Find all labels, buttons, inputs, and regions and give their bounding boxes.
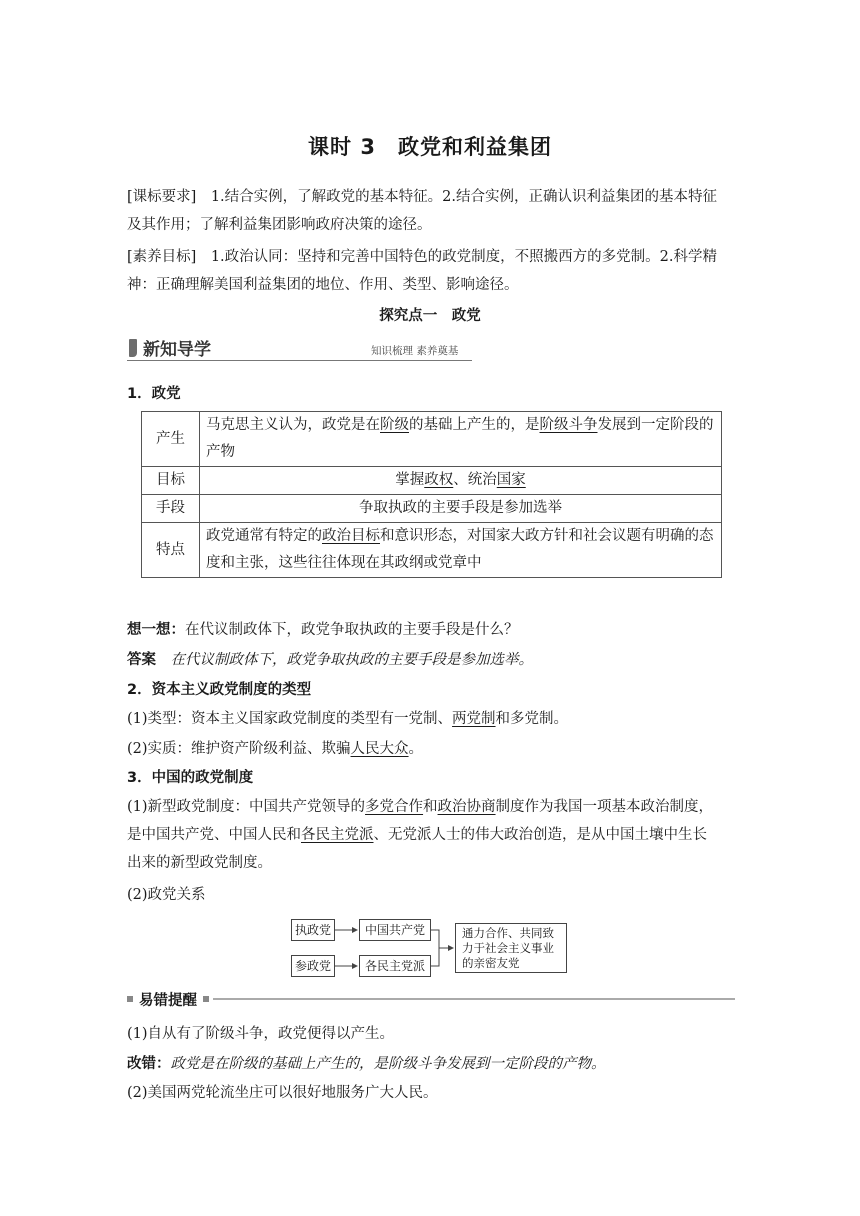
course-requirement: [课标要求] 1.结合实例，了解政党的基本特征。2.结合实例，正确认识利益集团的基本特征 及其作用；了解利益集团影响政府决策的途径。 (127, 189, 717, 233)
correction: 改错：政党是在阶级的基础上产生的，是阶级斗争发展到一定阶段的产物。 (127, 1056, 606, 1072)
banner-title: 新知导学 (143, 340, 211, 360)
goal-label: [素养目标] (127, 249, 197, 265)
think-question: 想一想：在代议制政体下，政党争取执政的主要手段是什么？ (127, 622, 519, 638)
error-item-2: (2)美国两党轮流坐庄可以很好地服务广大人民。 (127, 1085, 438, 1101)
paragraph-essence: (2)实质：维护资产阶级利益、欺骗人民大众。 (127, 741, 424, 757)
literacy-goal: [素养目标] 1.政治认同：坚持和完善中国特色的政党制度，不照搬西方的多党制。2.科学精 神：正确理解美国利益集团的地位、作用、类型、影响途径。 (127, 249, 717, 293)
party-relation-diagram (289, 917, 574, 979)
paragraph-new-system: (1)新型政党制度：中国共产党领导的多党合作和政治协商制度作为我国一项基本政治制度， 是中国共产党、中国人民和各民主党派、无党派人士的伟大政治创造，是从中国土壤中生长 出来的新型政党制度。 (127, 799, 714, 871)
banner-divider (127, 360, 472, 361)
banner-subtitle: 知识梳理 素养奠基 (371, 345, 459, 357)
paragraph-relations: (2)政党关系 (127, 887, 206, 903)
section-heading: 探究点一 政党 (379, 308, 481, 324)
new-knowledge-banner (127, 335, 472, 361)
square-bullet-icon (127, 996, 133, 1002)
relationship-box: 通力合作、共同致 力于社会主义事业 的亲密友党 (455, 923, 567, 973)
row-head: 产生 (142, 412, 200, 467)
square-bullet-icon (203, 996, 209, 1002)
requirement-label: [课标要求] (127, 189, 197, 205)
table-row (142, 467, 722, 495)
paragraph-type: (1)类型：资本主义国家政党制度的类型有一党制、两党制和多党制。 (127, 711, 569, 727)
table-row (142, 495, 722, 523)
answer: 答案 在代议制政体下，政党争取执政的主要手段是参加选举。 (127, 652, 533, 668)
democratic-parties-box: 各民主党派 (359, 955, 431, 977)
participating-party-box: 参政党 (291, 955, 335, 977)
cpc-box: 中国共产党 (359, 919, 431, 941)
row-head: 手段 (142, 495, 200, 523)
warn-label: 易错提醒 (139, 993, 197, 1009)
row-cell: 马克思主义认为，政党是在阶级的基础上产生的，是阶级斗争发展到一定阶段的产物 (200, 412, 722, 467)
heading-party: 1．政党 (127, 386, 181, 402)
row-head: 目标 (142, 467, 200, 495)
bookmark-icon (129, 339, 137, 357)
row-cell: 争取执政的主要手段是参加选举 (200, 495, 722, 523)
heading-china-system: 3．中国的政党制度 (127, 770, 254, 786)
party-table (141, 411, 722, 578)
row-cell: 掌握政权、统治国家 (200, 467, 722, 495)
table-row (142, 523, 722, 578)
table-row (142, 412, 722, 467)
error-item-1: (1)自从有了阶级斗争，政党便得以产生。 (127, 1026, 395, 1042)
page-title: 课时 3 政党和利益集团 (308, 135, 552, 159)
warn-divider (213, 998, 735, 1000)
row-cell: 政党通常有特定的政治目标和意识形态，对国家大政方针和社会议题有明确的态度和主张，这些往往体现在其政纲或党章中 (200, 523, 722, 578)
row-head: 特点 (142, 523, 200, 578)
heading-capitalist-system: 2．资本主义政党制度的类型 (127, 682, 312, 698)
error-reminder-header (127, 990, 735, 1008)
ruling-party-box: 执政党 (291, 919, 335, 941)
